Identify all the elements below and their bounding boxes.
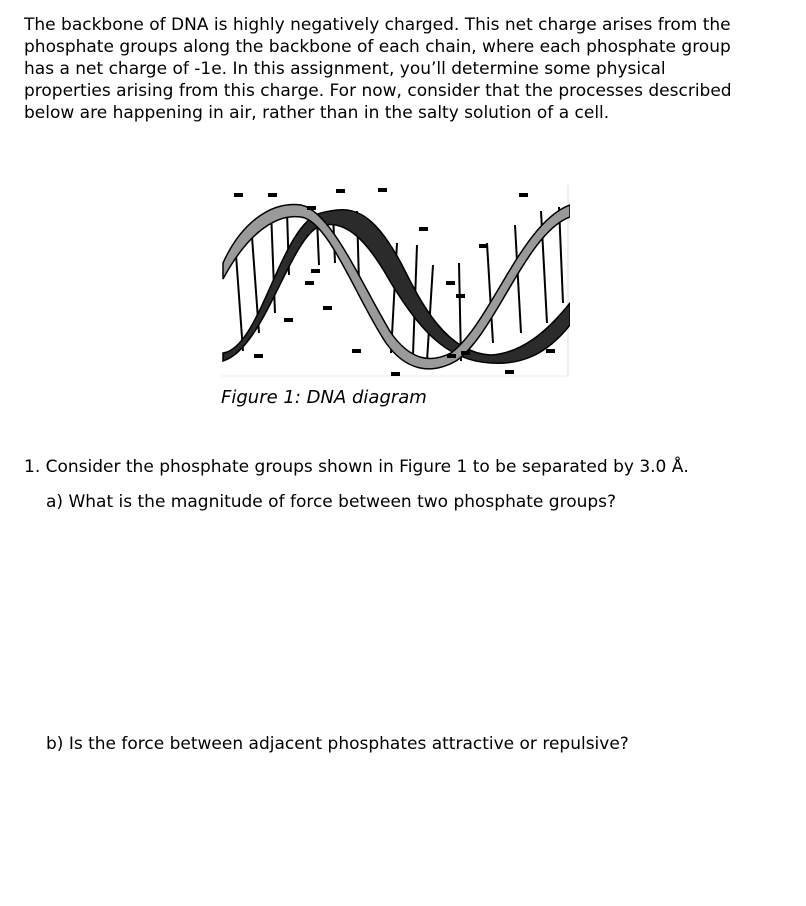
charge-marker — [479, 244, 488, 248]
question-1-prompt: 1. Consider the phosphate groups shown in Figure 1 to be separated by 3.0 Å. — [24, 457, 689, 477]
charge-marker — [446, 281, 455, 285]
answer-space-1a — [46, 520, 746, 720]
answer-space-1b — [46, 762, 746, 892]
charge-marker — [307, 206, 316, 210]
charge-marker — [352, 349, 361, 353]
intro-line: The backbone of DNA is highly negatively charged. This net charge arises from the — [24, 15, 731, 35]
question-1b: b) Is the force between adjacent phosphates attractive or repulsive? — [46, 734, 629, 754]
charge-marker — [461, 351, 470, 355]
intro-line: phosphate groups along the backbone of each chain, where each phosphate group — [24, 37, 731, 57]
charge-marker — [419, 227, 428, 231]
charge-marker — [505, 370, 514, 374]
intro-line: below are happening in air, rather than in the salty solution of a cell. — [24, 103, 610, 123]
question-1a: a) What is the magnitude of force between two phosphate groups? — [46, 492, 617, 512]
charge-marker — [456, 294, 465, 298]
charge-marker — [305, 281, 314, 285]
charge-marker — [254, 354, 263, 358]
charge-marker — [336, 189, 345, 193]
dna-helix-illustration — [221, 183, 570, 378]
charge-marker — [268, 193, 277, 197]
charge-marker — [447, 354, 456, 358]
charge-marker — [234, 193, 243, 197]
charge-marker — [378, 188, 387, 192]
charge-marker — [391, 372, 400, 376]
charge-marker — [284, 318, 293, 322]
charge-marker — [546, 349, 555, 353]
intro-line: has a net charge of -1e. In this assignment, you’ll determine some physical — [24, 59, 666, 79]
charge-marker — [311, 269, 320, 273]
intro-line: properties arising from this charge. For now, consider that the processes described — [24, 81, 732, 101]
charge-marker — [323, 306, 332, 310]
figure-caption: Figure 1: DNA diagram — [221, 387, 427, 408]
intro-paragraph — [24, 14, 784, 124]
charge-marker — [519, 193, 528, 197]
dna-diagram — [221, 183, 570, 378]
